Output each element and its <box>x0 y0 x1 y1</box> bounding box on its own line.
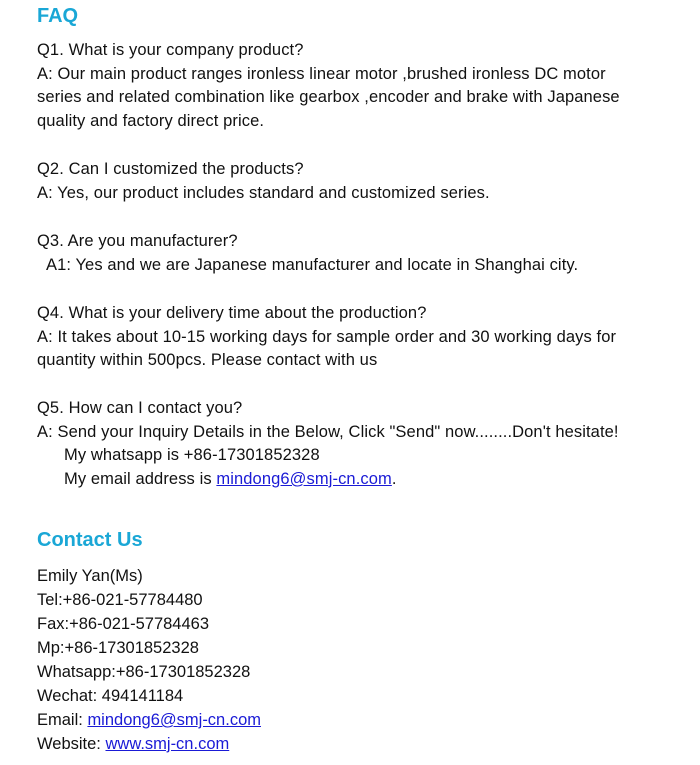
contact-mp: Mp:+86-17301852328 <box>37 639 199 657</box>
faq-email-link[interactable]: mindong6@smj-cn.com <box>216 469 392 488</box>
contact-name: Emily Yan(Ms) <box>37 567 143 585</box>
faq-heading: FAQ <box>37 5 79 27</box>
faq-item-q1 <box>37 39 687 133</box>
contact-heading: Contact Us <box>37 529 143 551</box>
contact-whatsapp: Whatsapp:+86-17301852328 <box>37 663 251 681</box>
faq-item-q4 <box>37 302 687 373</box>
contact-email-link[interactable]: mindong6@smj-cn.com <box>87 711 261 729</box>
contact-email-row <box>37 708 261 732</box>
answer-q1-line-1: A: Our main product ranges ironless linear motor ,brushed ironless DC motor <box>37 64 606 83</box>
contact-wechat: Wechat: 494141184 <box>37 687 184 705</box>
question-q2: Q2. Can I customized the products? <box>37 160 304 178</box>
question-q5: Q5. How can I contact you? <box>37 399 243 417</box>
contact-tel: Tel:+86-021-57784480 <box>37 591 203 609</box>
contact-fax: Fax:+86-021-57784463 <box>37 615 210 633</box>
question-q4: Q4. What is your delivery time about the production? <box>37 304 427 322</box>
email-line <box>37 468 687 492</box>
faq-item-q2 <box>37 158 687 205</box>
email-prefix: My email address is <box>64 469 217 488</box>
contact-website-row <box>37 732 261 756</box>
contact-website-link[interactable]: www.smj-cn.com <box>105 735 230 753</box>
contact-details <box>37 564 261 756</box>
question-q1: Q1. What is your company product? <box>37 41 304 59</box>
whatsapp-line: My whatsapp is +86-17301852328 <box>64 446 320 465</box>
faq-item-q5 <box>37 397 687 491</box>
answer-q1-line-3: quality and factory direct price. <box>37 111 265 130</box>
email-suffix: . <box>391 469 397 488</box>
contact-website-label: Website: <box>37 735 106 753</box>
question-q3: Q3. Are you manufacturer? <box>37 232 238 250</box>
answer-q5-line-1: A: Send your Inquiry Details in the Below, Click "Send" now........Don't hesitate! <box>37 422 619 441</box>
contact-email-label: Email: <box>37 711 88 729</box>
faq-item-q3 <box>37 230 687 277</box>
answer-q2-line-1: A: Yes, our product includes standard and customized series. <box>37 183 490 202</box>
answer-q3-line-1: A1: Yes and we are Japanese manufacturer and locate in Shanghai city. <box>46 255 579 274</box>
answer-q1-line-2: series and related combination like gearbox ,encoder and brake with Japanese <box>37 88 620 107</box>
answer-q4-line-2: quantity within 500pcs. Please contact with us <box>37 351 378 370</box>
answer-q4-line-1: A: It takes about 10-15 working days for sample order and 30 working days for <box>37 327 617 346</box>
